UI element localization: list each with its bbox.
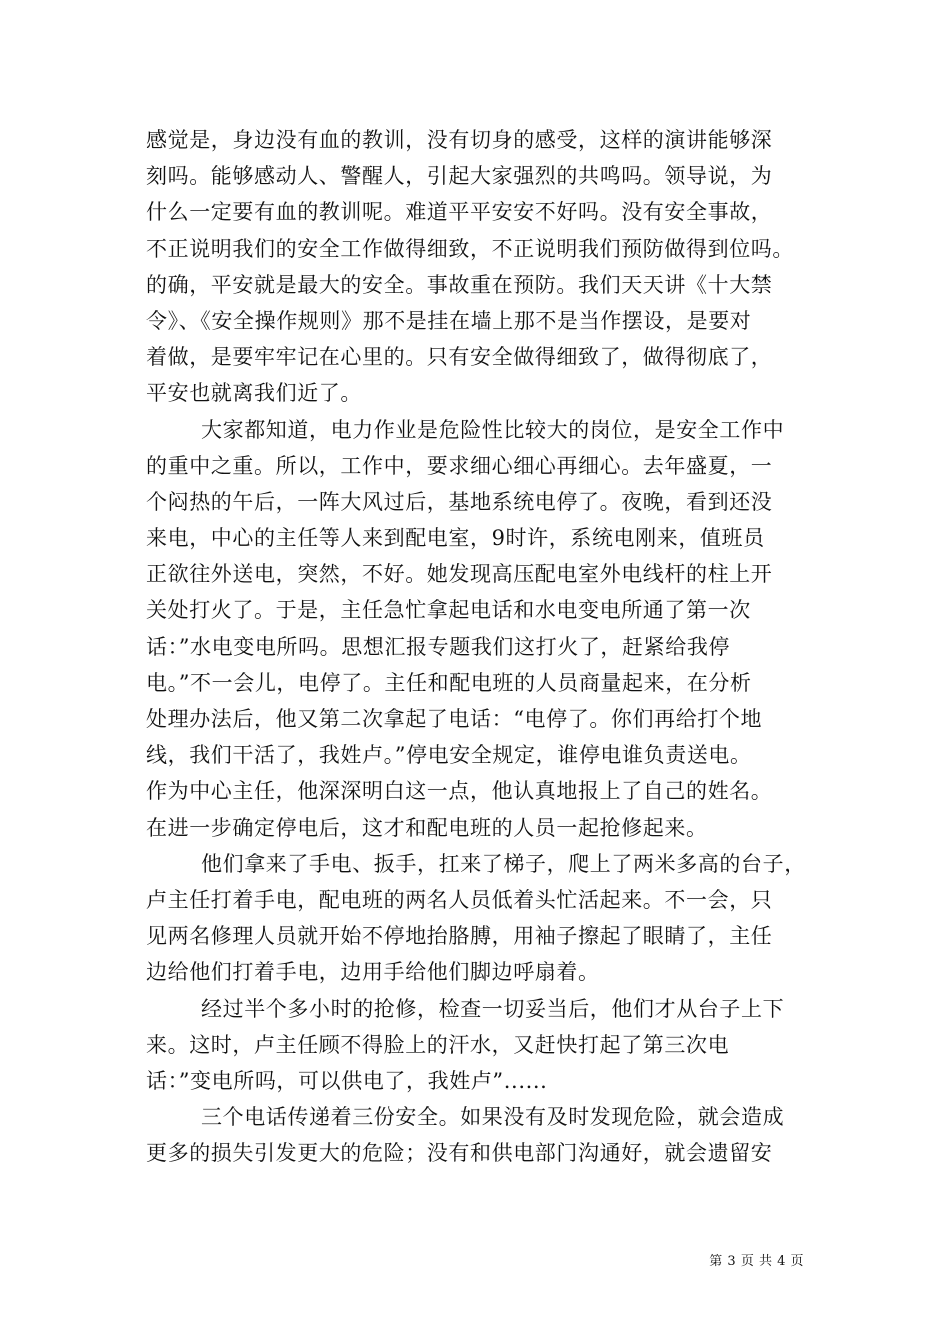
document-body: [146, 122, 806, 1171]
text-line: 什么一定要有血的教训呢。难道平平安安不好吗。没有安全事故，: [146, 200, 773, 225]
text-line: 更多的损失引发更大的危险；没有和供电部门沟通好，就会遗留安: [146, 1141, 773, 1166]
text-line: 关处打火了。于是，主任急忙拿起电话和水电变电所通了第一次: [146, 598, 751, 623]
text-line: 经过半个多小时的抢修，检查一切妥当后，他们才从台子上下: [201, 996, 785, 1021]
text-line: 不正说明我们的安全工作做得细致，不正说明我们预防做得到位吗。: [146, 236, 794, 261]
text-line: 作为中心主任，他深深明白这一点，他认真地报上了自己的姓名。: [146, 779, 773, 804]
text-line: 边给他们打着手电，边用手给他们脚边呼扇着。: [146, 960, 600, 985]
text-line: 感觉是，身边没有血的教训，没有切身的感受，这样的演讲能够深: [146, 128, 773, 152]
page-number: 第 3 页 共 4 页: [709, 1254, 804, 1269]
text-line: 个闷热的午后，一阵大风过后，基地系统电停了。夜晚，看到还没: [146, 489, 773, 514]
text-line: 来电，中心的主任等人来到配电室，9时许，系统电刚来，值班员: [146, 526, 765, 551]
text-line: 来。这时，卢主任顾不得脸上的汗水，又赶快打起了第三次电: [146, 1032, 730, 1057]
text-line: 着做，是要牢牢记在心里的。只有安全做得细致了，做得彻底了，: [146, 345, 773, 370]
text-line: 卢主任打着手电，配电班的两名人员低着头忙活起来。不一会，只: [146, 887, 773, 912]
text-line: 他们拿来了手电、扳手，扛来了梯子，爬上了两米多高的台子，: [201, 851, 806, 876]
text-line: 在进一步确定停电后，这才和配电班的人员一起抢修起来。: [146, 815, 708, 840]
text-line: 三个电话传递着三份安全。如果没有及时发现危险，就会造成: [201, 1105, 785, 1130]
text-line: 话：”变电所吗，可以供电了，我姓卢”......: [146, 1068, 548, 1093]
text-line: 见两名修理人员就开始不停地抬胳膊，用袖子擦起了眼睛了，主任: [146, 924, 773, 949]
text-line: 平安也就离我们近了。: [146, 381, 362, 406]
text-line: 令》、《安全操作规则》那不是挂在墙上那不是当作摆设，是要对: [146, 308, 752, 333]
text-line: 的确，平安就是最大的安全。事故重在预防。我们天天讲《十大禁: [146, 272, 773, 297]
text-line: 的重中之重。所以，工作中，要求细心细心再细心。去年盛夏，一: [146, 453, 773, 478]
text-line: 线，我们干活了，我姓卢。”停电安全规定，谁停电谁负责送电。: [146, 743, 752, 768]
text-line: 刻吗。能够感动人、警醒人，引起大家强烈的共鸣吗。领导说，为: [146, 164, 773, 189]
text-line: 大家都知道，电力作业是危险性比较大的岗位，是安全工作中: [201, 417, 785, 442]
text-line: 话：”水电变电所吗。思想汇报专题我们这打火了，赶紧给我停: [146, 634, 731, 659]
text-line: 正欲往外送电，突然，不好。她发现高压配电室外电线杆的柱上开: [146, 562, 773, 587]
text-line: 电。”不一会儿，电停了。主任和配电班的人员商量起来，在分析: [146, 670, 752, 695]
text-line: 处理办法后，他又第二次拿起了电话：“电停了。你们再给打个地: [146, 707, 763, 731]
